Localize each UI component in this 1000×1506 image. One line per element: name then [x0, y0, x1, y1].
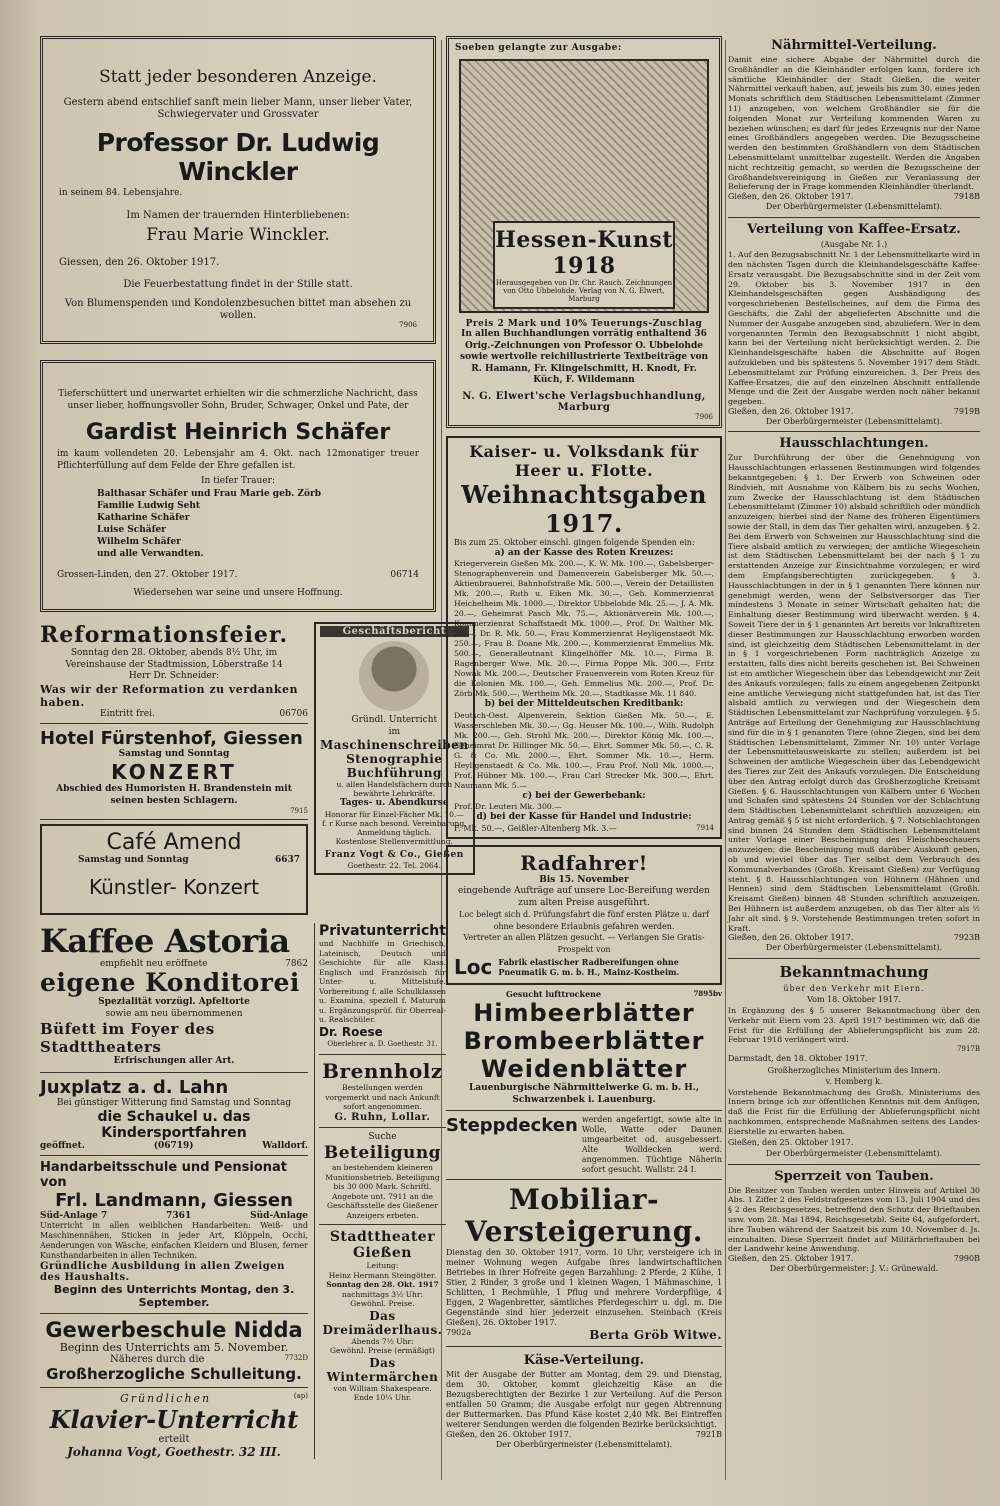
notice-signature: Der Oberbürgermeister: J. V.: Grünewald.	[769, 1264, 939, 1274]
ad-code: 7921B	[695, 1430, 722, 1439]
notice-text: Zur Durchführung der über die Genehmigung von Hausschlachtungen erlassenen Bestimmungen wird folgendes bekanntgegeben: § 1. Der Erwerb von Schweinen oder Rindvieh, mit Ausnahme von Kälbern bis zu sechs Wochen, zum Zwecke der Hausschlachtung ist dem Städtischen Lebensmittelamt (Zimmer 10) alsbald schriftlich oder mündlich anzuzeigen; hierbei sind der Name des früheren Eigentümers sowie der Stall, in dem das Tier gehalten wird, anzugeben. § 2. Bei dem Erwerb von Schweinen zur Hausschlachtung sind die Tiere alsbald amtlich zu verwiegen; der amtliche Wiegeschein ist dem Städtischen Lebensmittelamt bei der nach § 1 zu erstattenden Anzeige zur Einsichtnahme vorzulegen; er wird dem Empfangsberechtigten zurückgegeben. § 3. Hausschlachtungen in der in § 1 genannten Tiere können nur genehmigt werden, wenn der Selbstversorger das Tier mindestens 3 Monate in seiner Wirtschaft gehalten hat; die Einhaltung dieser Bestimmung wird überwacht werden. § 4. Soweit Tiere der in § 1 genannten Art bereits vor Inkrafttreten dieser Bestimmungen zur Hausschlachtung erworben worden sind, ist gleichzeitig dem Städtischen Lebensmittelamt in der in § 1 vorgeschriebenen Form nachträglich Anzeige zu erstatten, falls dies nicht bereits geschehen ist. Bei Schweinen ist ein amtlicher Wiegeschein über das Lebendgewicht zur Zeit des Ankaufs vorzulegen; falls zu einem angegebenen Zeitpunkt eine amtliche Verwiegung nicht stattgefunden hat, ist das Tier alsbald amtlich zu verwiegen und der Wiegeschein dem Städtischen Lebensmittelamt zur Nachprüfung vorzulegen. § 5. Anträge auf Erteilung der Genehmigung zur Hausschlachtung sind für die in § 1 genannten Tiere (ohne Ziegen, sind bei dem Städtischen Lebensmittelamt, Zimmer Nr. 10) unter Vorlage der Lebensmittelausweiskarte zu stellen; außerdem ist bei Schweinen der amtliche Wiegeschein über das Lebendgewicht des Tieres zur Zeit des Ankaufs vorzulegen. Die Entscheidung über den Antrag erfolgt durch das Großherzogliche Kreisamt Gießen. § 6. Hausschlachtungen von Kälbern unter 6 Wochen und Schafen sind spätestens 24 Stunden vor der Schlachtung dem Städtischen Lebensmittelamt schriftlich anzuzeigen; ein Antrag gemäß § 5 ist nicht erforderlich. § 7. Notschlachtungen sind binnen 24 Stunden dem Städtischen Lebensmittelamt unter Vorlage einer Bescheinigung des Fleischbeschauers anzuzeigen; die Bescheinigung muß darüber Auskunft geben, ob und wieviel über das Tier selbst dem Verbrauch des Kommunalverbandes (Großh. Kreisamt Gießen) zur Verfügung steht. § 8. Hausschlachtungen von Hühnern (Hähnen und Hennen) sind dem Städtischen Lebensmittelamt (Großh. Kreisamt Gießen) binnen 48 Stunden schriftlich anzuzeigen. Bei Hühnern ist außerdem anzugeben, ob das Tier älter als ½ Jahr alt sind. § 9. Vorstehende Bestimmungen treten sofort in Kraft.	[728, 453, 980, 933]
notice-signature: Großherzogliches Ministerium des Innern.	[767, 1065, 941, 1075]
notice-intro: Tieferschüttert und unerwartet erhielten wir die schmerzliche Nachricht, dass unser lieber, hoffnungsvoller Sohn, Bruder, Schwager, Onkel und Pate, der	[58, 389, 418, 411]
ad-text: Sonntag den 28. Okt. 1917	[326, 1280, 439, 1289]
notice-footer	[728, 407, 980, 416]
ad-code: 7361	[166, 1211, 192, 1221]
ad-title: Café Amend	[106, 830, 242, 855]
ad-text: Bis zum 25. Oktober einschl. gingen folgende Spenden ein:	[454, 537, 695, 547]
ad-text: und Nachhilfe in Griechisch, Lateinisch, Deutsch und Geschichte für alle Klass. Englisch und Französisch für Unter- u. Mittelstufe. Vorbereitung f. alle Schulklassen u. Examina, speziell f. Maturum u. Ergänzungsprüf. für Oberreal- u. Realschüler.	[319, 939, 446, 1024]
notice-signature: Der Oberbürgermeister (Lebensmittelamt).	[765, 1149, 943, 1159]
ad-text: Anmeldung täglich.	[357, 827, 432, 837]
notice-date: Gießen, den 26. Oktober 1917.	[728, 192, 854, 202]
ad-title: Kaiser- u. Volksdank für Heer u. Flotte.	[469, 441, 699, 480]
notice-text: im kaum vollendeten 20. Lebensjahr am 4. Okt. nach 12monatiger treuer Pflichterfüllung auf dem Felde der Ehre gefallen ist.	[57, 449, 419, 471]
subject: Buchführung	[346, 766, 442, 780]
ad-text: Samstag und Sonntag	[78, 855, 189, 865]
ad-title: Juxplatz a. d. Lahn	[40, 1076, 229, 1098]
ad-text: Näheres durch die	[110, 1353, 205, 1365]
ad-name: Lauenburgische Nährmittelwerke G. m. b. H., Schwarzenbek i. Lauenburg.	[468, 1083, 700, 1105]
mourners-intro: Im Namen der trauernden Hinterbliebenen:	[126, 209, 350, 221]
ad-subheading: a) an der Kasse des Roten Kreuzes:	[494, 547, 674, 558]
notice-title: Bekanntmachung	[779, 962, 929, 981]
book-cover-title	[493, 221, 675, 309]
ad-text: Bis 15. November	[539, 874, 629, 885]
ad-name: Berta Gröb Witwe.	[589, 1328, 722, 1342]
ad-title: Handarbeitsschule und Pensionat von	[40, 1160, 287, 1190]
ad-title: Radfahrer!	[520, 850, 648, 875]
family-member: Wilhelm Schäfer	[97, 536, 181, 547]
ad-text: Abschied des Humoristen H. Brandenstein mit seinen besten Schlagern.	[56, 784, 292, 806]
ad-footer	[40, 1211, 308, 1221]
divider	[40, 1313, 308, 1314]
ad-code: 6637	[274, 855, 300, 865]
ad-title: Steppdecken	[446, 1115, 578, 1136]
notice-title: Käse-Verteilung.	[523, 1353, 645, 1368]
ad-text: f. r Kurse nach besond. Vereinbarung.	[321, 818, 467, 828]
ad-text: Unterricht in allen weiblichen Handarbeiten: Weiß- und Maschinennähen, Sticken in jeder Art, Klöppeln, Occhi, Aenderungen von Wäsche, einfachen Kleidern und Blusen, ferner Kunsthandarbeiten in allen Techniken.	[40, 1221, 308, 1260]
ad-text: an bestehendem kleineren Munitionsbetrieb. Beteiligung bis 30 000 Mark. Schriftl. Angebote unt. 7911 an die Geschäftsstelle des Gießener Anzeigers erbeten.	[325, 1163, 440, 1220]
notice-text: Vorstehende Bekanntmachung des Großh. Ministeriums des Innern bringe ich zur öffentlichen Kenntnis mit dem Anfügen, daß die Frist für die Erfüllung der Ablieferungspflicht nicht nachkommen, entsprechende Maßnahmen seitens des Landes-Eierstelle zu erwarten haben.	[728, 1087, 980, 1136]
notice-text: In Ergänzung des § 5 unserer Bekanntmachung über den Verkehr mit Eiern vom 23. April 1917 bestimmen wir, daß die Frist für die Erfüllung der Ablieferungspflicht bis zum 28. Februar 1918 verlängert wird.	[728, 1005, 980, 1045]
notice-signature: Der Oberbürgermeister (Lebensmittelamt).	[765, 202, 943, 212]
notice-closing: Wiedersehen war seine und unsere Hoffnung.	[133, 587, 343, 598]
notice-footer	[728, 192, 980, 201]
ad-text: Vertreter an allen Plätzen gesucht. — Verlangen Sie Gratis-Prospekt von	[463, 933, 705, 954]
notice-intro: Gestern abend entschlief sanft mein lieber Mann, unser lieber Vater, Schwiegervater und Grossvater	[63, 97, 413, 120]
notice-date: Giessen, den 26. Oktober 1917.	[59, 257, 220, 268]
notice-heading: Statt jeder besonderen Anzeige.	[99, 67, 377, 87]
ad-footer	[446, 1328, 722, 1342]
column-rule	[725, 40, 726, 1480]
book-title: Hessen-Kunst 1918	[495, 227, 673, 279]
ad-text: Bei günstiger Witterung find Samstag und Sonntag	[56, 1097, 292, 1108]
ad-code: 7906	[695, 412, 713, 421]
ad-title: Mobiliar-	[508, 1183, 660, 1216]
ad-text: nachmittags 3½ Uhr:	[341, 1289, 423, 1299]
divider	[728, 431, 980, 432]
notice-footer	[57, 570, 419, 580]
divider	[40, 1387, 308, 1388]
ad-footer	[40, 1354, 308, 1365]
subject: Maschinenschreiben	[320, 738, 469, 752]
ad-header	[446, 989, 722, 999]
subject: Stenographie	[346, 752, 443, 766]
ad-title: Hotel Fürstenhof, Giessen	[40, 727, 303, 749]
notice-text: Damit eine sichere Abgabe der Nährmittel durch die Großhändler an die Kleinhändler erfolgen kann, fordere ich sämtliche Kleinhändler der Stadt Gießen, die weiter Nährmittel verkauft haben, auf, jeweils bis zum 30. eines jeden Monats schriftlich dem Städtischen Lebensmittelamt (Zimmer 11) anzugeben, von welchem Großhändler sie für die folgenden Monat zur Verteilung kommenden Waren zu beziehen wünschen; es darf für jedes Erzeugnis nur der Name eines Großhändlers angegeben werden. Die Bezugsscheine werden den bestimmten Großhändlern von dem Städtischen Lebensmittelamt unmittelbar zugestellt. Werden die Angaben nicht rechtzeitig gemacht, so werden die Bezugsscheine der Großhandelsvereinigung in Gießen zur Veranlassung der Belieferung der in Frage kommenden Kleinhändler überlandt.	[728, 55, 980, 192]
ads-left-stack	[40, 622, 308, 923]
ads-left-lower	[40, 923, 308, 1459]
ad-footer	[40, 1392, 308, 1405]
notice-date: Darmstadt, den 18. Oktober 1917.	[728, 1054, 868, 1064]
family-member: Katharine Schäfer	[97, 512, 190, 523]
widow-name: Frau Marie Winckler.	[146, 225, 330, 245]
notice-footer	[728, 1254, 980, 1263]
notice-text: Die Besitzer von Tauben werden unter Hinweis auf Artikel 30 Abs. 1 Ziffer 2 des Feldstrafgesetzes vom 13. Juli 1904 und des § 2 des Reichsgesetzes, betreffend den Schutz der Brieftauben usw. vom 28. Mai 1894, Reichsgesetzbl. Seite 64, aufgefordert, ihre Tauben während der Saatzeit bis zum 10. November d. Js. einzuhalten. Diese Sperrzeit findet auf Militärbrieftauben bei der Landwehr keine Anwendung.	[728, 1185, 980, 1254]
ad-code: 7902a	[446, 1328, 472, 1337]
notice-footer	[728, 933, 980, 942]
ad-text: Beginn des Unterrichts am 5. November.	[59, 1341, 289, 1354]
notice-title: Verteilung von Kaffee-Ersatz.	[747, 221, 961, 237]
ad-text: empfiehlt neu eröffnete	[100, 959, 208, 969]
divider	[40, 1072, 308, 1073]
ad-code: 06706	[279, 708, 308, 719]
ad-radfahrer	[446, 845, 722, 986]
ad-text: Gründl. Unterricht	[351, 715, 438, 725]
ad-text: Gründlichen	[120, 1391, 212, 1405]
ad-title: Brennholz	[322, 1059, 443, 1083]
ad-text: Bestellungen werden vorgemerkt und nach Ankunft sofort angenommen.	[325, 1083, 440, 1111]
ad-subheading: d) bei der Kasse für Handel und Industrie:	[476, 812, 692, 822]
divider	[40, 723, 308, 724]
ad-text: In allen Buchhandlungen vorrätig enthaltend 36 Orig.-Zeichnungen von Professor O. Ubbelohde sowie wertvolle reichillustrierte Textbeiträge von R. Hamann, Fr. Klingelschmitt, H. Knodt, Fr. Küch, F. Wildemann	[460, 329, 708, 385]
divider	[319, 1127, 446, 1128]
ad-text: Preis 2 Mark und 10% Teuerungs-Zuschlag	[465, 319, 703, 329]
notice-tauben	[728, 1169, 980, 1275]
column-right	[728, 36, 980, 1275]
ad-steppdecken	[446, 1111, 722, 1180]
ad-code: 7906	[399, 321, 417, 329]
ad-code: (06719)	[153, 1141, 194, 1151]
ad-name: N. G. Elwert'sche Verlagsbuchhandlung, Marburg	[462, 390, 706, 413]
ad-text: geöffnet.	[40, 1141, 85, 1151]
ad-address: Goethestr. 22. Tel. 2064.	[347, 860, 441, 870]
notice-title: Sperrzeit von Tauben.	[774, 1168, 934, 1184]
ad-title: Weidenblätter	[480, 1055, 688, 1083]
ad-subheading: c) bei der Gewerbebank:	[522, 790, 646, 801]
ad-title: Versteigerung.	[464, 1215, 704, 1248]
ad-address: Oberlehrer a. D. Goethestr. 31.	[327, 1039, 438, 1048]
ad-text: F. Mk. 50.—, Geißler-Altenberg Mk. 3.—	[454, 823, 617, 833]
notice-title: Nährmittel-Verteilung.	[771, 38, 937, 53]
ad-hessen-kunst	[446, 36, 722, 428]
ad-code: 7923B	[953, 933, 980, 943]
notice-date: Gießen, den 26. Oktober 1917.	[728, 933, 854, 943]
notice-date: Gießen, den 25. Oktober 1917.	[728, 1254, 854, 1264]
ad-text: Walldorf.	[262, 1141, 308, 1151]
notice-hausschlachtungen	[728, 436, 980, 954]
family-member: Familie Ludwig Seht	[97, 500, 201, 511]
notice-signature: Der Oberbürgermeister (Lebensmittelamt).	[495, 1440, 673, 1449]
ads-right-lower	[314, 923, 446, 1459]
family-list	[97, 488, 419, 560]
ad-text: Suche	[368, 1131, 397, 1142]
deceased-name: Professor Dr. Ludwig Winckler	[96, 128, 380, 186]
ad-footer	[48, 855, 300, 865]
mourners-intro: In tiefer Trauer:	[201, 476, 275, 486]
ad-title: Privatunterricht	[319, 923, 446, 939]
divider	[40, 1155, 308, 1156]
ad-title: Gewerbeschule Nidda	[45, 1318, 303, 1342]
notice-subtitle: (Ausgabe Nr. 1.)	[820, 239, 888, 249]
ad-title: Stadttheater Gießen	[329, 1229, 436, 1261]
book-editor: Herausgegeben von Dr. Chr. Rauch. Zeichnungen von Otto Ubbelohde. Verlag von N. G. Elwert, Marburg	[495, 279, 673, 303]
column-middle	[446, 36, 722, 1455]
ad-text: Heinz Hermann Steingötter.	[328, 1270, 437, 1280]
notice-signature: Der Oberbürgermeister (Lebensmittelamt).	[765, 943, 943, 953]
ad-text: Eintritt frei.	[100, 708, 155, 719]
ad-text: Deutsch-Oest. Alpenverein, Sektion Gießen Mk. 50.—, E. Wasserschleben Mk. 30.—, Gg. Heuser Mk. 100.—, Wilh. Rudolph Mk. 200.—, Geh. Strohl Mk. 200.—, Direktor König Mk. 100.—, Geheimrat Dr. Hillinger Mk. 50.—, Ehrt. Sommer Mk. 50.—, C. R. G. & Co. Mk. 2000.—, Ehrt. Sommer Mk. 10.—, Herm. Heyligenstaedt & Co. Mk. 100.—, Frau Prof. Noll Mk. 1000.—, Prof. Hübner Mk. 100.—, Frau Carl Strecker Mk. 300.—, Ehrt. Naumann Mk. 5.—	[454, 710, 714, 790]
notice-date: Vom 18. Oktober 1917.	[807, 995, 901, 1005]
ad-footer	[454, 824, 714, 833]
ad-text: Abends 7½ Uhr:	[351, 1336, 414, 1346]
ad-text: Dienstag den 30. Oktober 1917, vorm. 10 Uhr, versteigere ich in meiner Wohnung wegen Aufgabe ihres landwirtschaftlichen Betriebes in ihrer Hofreite gegen Barzahlung: 2 Pferde, 2 Kühe, 1 Stier, 2 Rinder, 3 große und 1 kleinen Wagen, 1 Mähmaschine, 1 Schlitten, 1 Rechmühle, 1 Pflug und mehrere Vorderpflüge, 4 Eggen, 2 Wagenbretter, sämtliches Pferdegeschirr u. dgl. m. Die Gegenstände sind hier jederzeit einzusehen. Steinbach (Kreis Gießen), 26. Oktober 1917.	[446, 1248, 722, 1327]
ad-cafe-amend	[40, 824, 308, 915]
ad-title: Frl. Landmann, Giessen	[55, 1190, 293, 1211]
ad-text: Gründliche Ausbildung in allen Zweigen des Haushalts.	[40, 1261, 285, 1283]
family-member: Balthasar Schäfer und Frau Marie geb. Zörb	[97, 488, 321, 499]
ad-blaetter	[446, 985, 722, 1111]
death-notice-schaefer	[40, 360, 436, 612]
ad-text: von William Shakespeare.	[333, 1383, 432, 1393]
ad-split-lower	[40, 922, 446, 1459]
notice-note: Von Blumenspenden und Kondolenzbesuchen bittet man absehen zu wollen.	[64, 298, 412, 321]
ad-address: Süd-Anlage 7	[40, 1211, 108, 1221]
ad-text: Gesucht lufttrockene	[506, 989, 602, 999]
ad-text: Samstag und Sonntag	[118, 748, 230, 759]
ad-title: Büfett im Foyer des Stadttheaters	[40, 1020, 215, 1056]
deceased-age: in seinem 84. Lebensjahre.	[59, 188, 183, 198]
ad-name: Fabrik elastischer Radbereifungen ohne Pneumatik G. m. b. H., Mainz-Kostheim.	[498, 957, 680, 977]
ad-name: Johanna Vogt, Goethestr. 32 III.	[67, 1445, 281, 1459]
ad-text: Spezialität vorzügl. Apfeltorte	[98, 997, 250, 1007]
ad-title: Weihnachtsgaben 1917.	[461, 479, 707, 538]
ad-code: 7732D	[284, 1353, 308, 1362]
ad-code: (ap)	[293, 1391, 308, 1400]
play-title: Das Dreimäderlhaus.	[322, 1308, 443, 1337]
ad-title: KONZERT	[111, 760, 237, 784]
notice-subtitle: über den Verkehr mit Eiern.	[783, 983, 925, 993]
ad-kaiser-volksdank	[446, 436, 722, 839]
ad-text: Kriegerverein Gießen Mk. 200.—, K. W. Mk. 100.—, Gabelsberger-Stenographenverein und Damenverein Gabelsberger Mk. 50.—, Aktienbrauerei, Bahnhofstraße Mk. 500.—, Verein der Detaillisten Mk. 200.—, Ruth u. Eiken Mk. 30.—, Geh. Kommerzienrat Heichelheim Mk. 1000.—, Direktor Ubbelohde Mk. 25.—, J. A. Mk. 20.—, Geheimrat Pasch Mk. 75.—, Aktionärverein Mk. 100.—, Kommerzienrat Schaffstaedt Mk. 1000.—, Prof. Dr. Walther Mk. 20.—, Dr. R. Mk. 50.—, Frau Kommerzienrat Heyligenstaedt Mk. 250.—, Frau B. Doane Mk. 200.—, Kommerzienrat Emmelius Mk. 500.—, Generalleutnant Klingelhöffer Mk. 10.—, Firma B. Ragenberger Wwe. Mk. 20.—, Firma Poppe Mk. 300.—, Fritz Nowak Mk. 200.—, Deutscher Frauenverein vom Roten Kreuz für die Kolonien Mk. 100.—, Geh. Emmelius Mk. 200.—, Prof. Dr. Zörb Mk. 500.—, Wertheim Mk. 20.—, Stadtkasse Mk. 11 840.	[454, 559, 714, 698]
notice-text: 1. Auf den Bezugsabschnitt Nr. 1 der Lebensmittelkarte wird in den nächsten Tagen durch die Kleinhandelsgeschäfte Kaffee-Ersatz verausgabt. Die Bezugsabschnitte sind in der Zeit vom 29. Oktober bis 3. November 1917 in den Kleinhandelsgeschäften gegen Aushändigung des vorgeschriebenen Bestellscheines, auf dem die Firma des Geschäfts, die Zahl der abgelieferten Abschnitte und die Nummer der Ausgabe anzugeben sind, abzuliefern. Wer in dem vorgenannten Termin den Bezugsabschnitt 1 nicht abgibt, kann bei der Verteilung nicht berücksichtigt werden. 2. Die Kleinhandelsgeschäfte haben die Abschnitte auf Bogen aufzukleben und bis spätestens 5. November 1917 dem Städt. Lebensmittelamt zur Prüfung einzureichen. 3. Der Preis des Kaffee-Ersatzes, die auf den einzelnen Abschnitt entfallende Menge und die Zeit der Ausgabe werden noch näher bekannt gegeben.	[728, 250, 980, 407]
ad-header: Geschäftsbericht	[320, 626, 469, 637]
divider	[728, 1164, 980, 1165]
ad-text: Tages- u. Abendkurse	[339, 798, 449, 808]
ad-text: Sonntag den 28. Oktober, abends 8½ Uhr, im Vereinshause der Stadtmission, Löberstraße 14	[65, 648, 283, 670]
ad-title: Großherzogliche Schulleitung.	[46, 1364, 302, 1383]
ad-mobiliar	[446, 1180, 722, 1347]
ad-subheading: b) bei der Mitteldeutschen Kreditbank:	[484, 699, 684, 709]
brand-logo: Loc	[454, 955, 493, 979]
divider	[40, 819, 308, 820]
ad-text: Prof. Dr. Leuteri Mk. 300.—	[454, 802, 562, 811]
notice-kaese	[446, 1347, 722, 1455]
ad-text: im	[388, 726, 400, 737]
notice-footer	[446, 1430, 722, 1439]
notice-date: Gießen, den 25. Oktober 1917.	[728, 1137, 854, 1147]
divider	[319, 1054, 446, 1055]
ad-footer	[40, 709, 308, 719]
ad-name: Franz Vogt & Co., Gießen	[324, 849, 464, 860]
ad-code: 7915	[290, 807, 308, 815]
ad-code: 7919B	[953, 406, 980, 416]
ad-code: 7990B	[953, 1254, 980, 1264]
ad-address: Süd-Anlage	[250, 1211, 308, 1221]
ad-text: u. allen Handelsfächern durch bewährte Lehrkräfte.	[336, 780, 453, 798]
notice-signature: Der Oberbürgermeister (Lebensmittelamt).	[765, 416, 943, 426]
ad-text: Was wir der Reformation zu verdanken haben.	[40, 682, 299, 709]
ad-title: Klavier-Unterricht	[49, 1404, 299, 1434]
death-notice-winckler	[40, 36, 436, 344]
notice-eier	[728, 963, 980, 1160]
ad-code: 06714	[390, 569, 419, 580]
family-member: Luise Schäfer	[97, 524, 166, 535]
ad-title: Kaffee Astoria	[40, 922, 290, 960]
ad-text: sowie am neu übernommenen	[105, 1008, 243, 1019]
ad-text: Erfrischungen aller Art.	[113, 1056, 235, 1066]
ad-code: 7918B	[953, 192, 980, 202]
ad-text: werden angefertigt, sowie alte in Wolle, Watte oder Daunen umgearbeitet od. ausgebessert. Alte Wolldecken werd. angenommen. Tüchtige Näherin sofort gesucht. Wallstr. 24 I.	[581, 1115, 722, 1174]
ad-name: G. Ruhn, Lollar.	[334, 1111, 431, 1123]
divider	[728, 217, 980, 218]
family-member: und alle Verwandten.	[97, 548, 204, 559]
ad-name: Dr. Roese	[319, 1024, 383, 1039]
ad-title: die Schaukel u. das Kindersportfahren	[97, 1109, 251, 1141]
divider	[728, 958, 980, 959]
ad-title: Reformationsfeier.	[40, 622, 289, 648]
ad-text: erteilt	[158, 1433, 190, 1445]
notice-signature: v. Homberg k.	[825, 1077, 883, 1087]
ad-code: 7895bv	[693, 989, 722, 998]
ad-code: 7862	[285, 959, 308, 969]
ad-text: Kostenlose Stellenvermittlung.	[335, 836, 453, 846]
ad-footer	[40, 1141, 308, 1151]
ad-split	[40, 622, 469, 923]
notice-date: Grossen-Linden, den 27. Oktober 1917.	[57, 569, 238, 580]
ad-text: Gewöhnl. Preise (ermäßigt)	[329, 1346, 435, 1355]
notice-text: Mit der Ausgabe der Butter am Montag, dem 29. und Dienstag, dem 30. Oktober, kommt gleichzeitig Käse an die Bezugsberechtigten der Bezirke 1 zur Verteilung. Auf die Person entfallen 50 Gramm; die Ausgabe erfolgt nur gegen Abtrennung der Buttermarken. Das Pfund Käse kostet 2,40 Mk. Bei Eintreffen weiterer Sendungen werden die folgenden Bezirke berücksichtigt.	[446, 1370, 722, 1429]
notice-title: Hausschlachtungen.	[779, 436, 929, 452]
notice-naehrmittel	[728, 38, 980, 213]
ad-code: 7914	[696, 823, 714, 832]
play-title: Das Wintermärchen	[326, 1355, 439, 1384]
ad-title: Künstler- Konzert	[88, 875, 259, 899]
divider	[319, 1224, 446, 1225]
ad-title: Himbeerblätter	[473, 999, 695, 1027]
ad-text: Herr Dr. Schneider:	[128, 671, 220, 681]
notice-date: Gießen, den 26. Oktober 1917.	[728, 406, 854, 416]
ad-text: Soeben gelangte zur Ausgabe:	[455, 43, 622, 53]
deceased-name: Gardist Heinrich Schäfer	[85, 420, 391, 445]
ad-footer	[454, 955, 714, 979]
ad-text: Ende 10¼ Uhr.	[353, 1393, 412, 1402]
ad-title: Beteiligung	[323, 1143, 442, 1163]
ad-text: Beginn des Unterrichts Montag, den 3. September.	[53, 1283, 295, 1309]
ad-text: Gewöhnl. Preise.	[350, 1299, 415, 1308]
book-cover-illustration	[459, 59, 709, 313]
ad-title: eigene Konditorei	[40, 968, 300, 997]
ad-text: eingehende Aufträge auf unsere Loc-Bereifung werden zum alten Preise ausgeführt.	[458, 886, 710, 908]
notice-kaffee-ersatz	[728, 222, 980, 428]
notice-note: Die Feuerbestattung findet in der Stille statt.	[123, 278, 353, 290]
ad-title: Brombeerblätter	[463, 1027, 705, 1055]
ad-code: 7917B	[957, 1045, 980, 1054]
typist-illustration	[359, 641, 429, 711]
notice-date: Gießen, den 26. Oktober 1917.	[446, 1430, 572, 1439]
ad-text: Honorar für Einzel-Fächer Mk. 10.—	[324, 809, 464, 819]
ad-text: Loc belegt sich d. Prüfungsfahrt die fünf ersten Plätze u. darf ohne besondere Erlaubnis gefahren werden.	[459, 910, 709, 931]
ad-text: Leitung:	[366, 1261, 399, 1270]
